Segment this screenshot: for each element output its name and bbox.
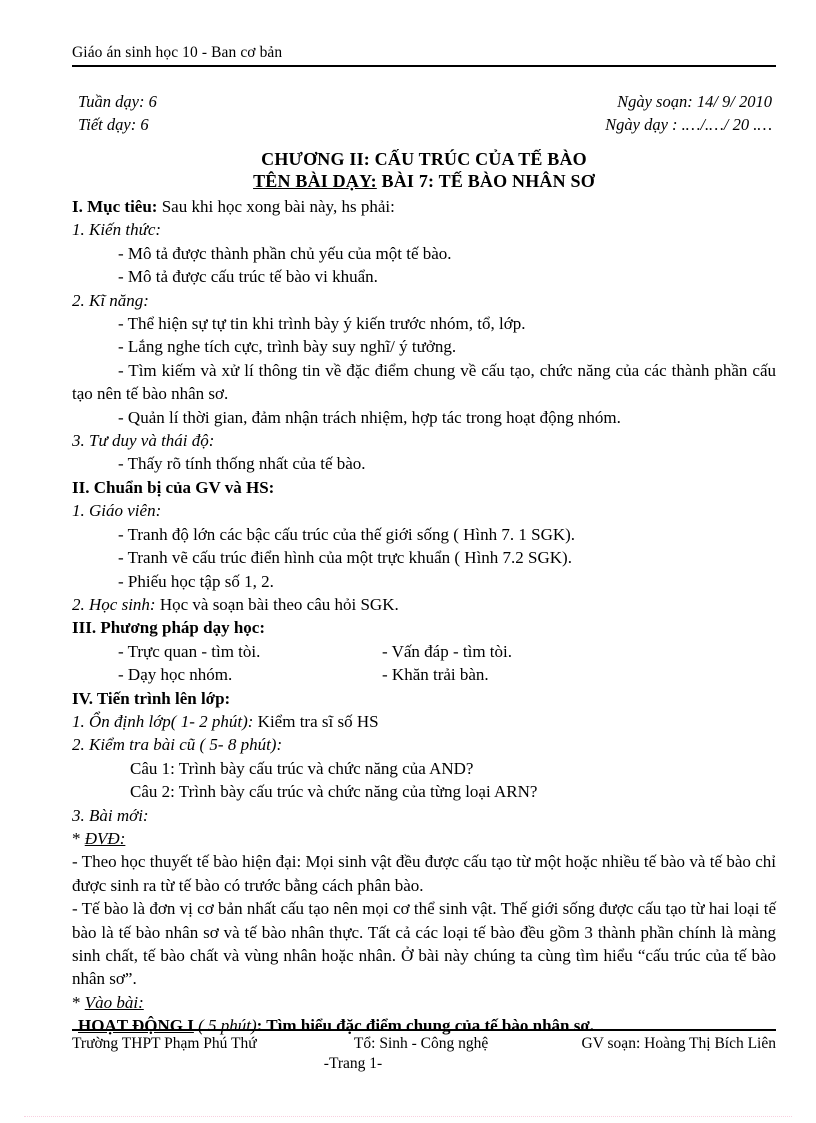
subsection-1-1-title xyxy=(72,218,776,241)
meta-row-week xyxy=(72,90,776,113)
subsection-1-3-title-text: 3. Tư duy và thái độ: xyxy=(72,431,215,451)
activity-title: HOẠT ĐỘNG I xyxy=(78,1016,194,1036)
page-cut-line xyxy=(24,1116,792,1117)
lesson-title-name: BÀI 7: TẾ BÀO NHÂN SƠ xyxy=(376,171,595,191)
dvd-heading xyxy=(72,827,776,850)
list-item: - Tranh vẽ cấu trúc điển hình của một trực khuẩn ( Hình 7.2 SGK). xyxy=(118,548,572,568)
question-item: Câu 1: Trình bày cấu trúc và chức năng của AND? xyxy=(130,758,474,778)
list-item-wrapped: - Tìm kiếm và xử lí thông tin về đặc điểm chung về cấu tạo, chức năng của các thành phần cấu tạo nên tế bào nhân sơ. xyxy=(72,360,776,404)
footer-author: GV soạn: Hoàng Thị Bích Liên xyxy=(581,1035,776,1052)
method-row xyxy=(72,663,776,686)
subsection-1-1-title-text: 1. Kiến thức: xyxy=(72,220,162,240)
list-item: - Lắng nghe tích cực, trình bày suy nghĩ/ ý tưởng. xyxy=(118,337,457,357)
footer-row xyxy=(72,1031,776,1054)
lesson-title xyxy=(72,170,776,192)
activity-description: : Tìm hiểu đặc điểm chung của tế bào nhân sơ. xyxy=(256,1016,595,1036)
subsection-2-1-title xyxy=(72,499,776,522)
subsection-4-1 xyxy=(72,710,776,733)
page-content xyxy=(72,0,776,1038)
section-4-heading-label: IV. Tiến trình lên lớp: xyxy=(72,688,231,708)
vaobai-marker: * xyxy=(72,992,85,1012)
subsection-4-2-title-text: 2. Kiểm tra bài cũ ( 5- 8 phút): xyxy=(72,735,283,755)
dvd-label: ĐVĐ: xyxy=(84,828,126,848)
subsection-4-1-rest: Kiểm tra sĩ số HS xyxy=(253,711,379,731)
list-item: - Mô tả được thành phần chủ yếu của một tế bào. xyxy=(118,243,452,263)
method-right: - Khăn trải bàn. xyxy=(382,665,489,685)
section-1-heading-rest: Sau khi học xong bài này, hs phải: xyxy=(157,197,395,216)
header-title: Giáo án sinh học 10 - Ban cơ bản xyxy=(72,44,283,61)
chapter-title: CHƯƠNG II: CẤU TRÚC CỦA TẾ BÀO xyxy=(261,149,587,169)
subsection-4-2-title xyxy=(72,733,776,756)
week-label: Tuần dạy: 6 xyxy=(78,92,157,111)
subsection-4-1-title-text: 1. Ổn định lớp( 1- 2 phút): xyxy=(72,711,254,731)
footer-department: Tổ: Sinh - Công nghệ xyxy=(353,1035,489,1052)
vaobai-heading xyxy=(72,991,776,1014)
section-4-heading xyxy=(72,687,776,710)
subsection-2-2-rest: Học và soạn bài theo câu hỏi SGK. xyxy=(155,594,399,614)
period-label: Tiết dạy: 6 xyxy=(78,115,149,134)
list-item: - Thấy rõ tính thống nhất của tế bào. xyxy=(118,454,366,474)
teach-date: Ngày dạy : .…/.…/ 20 .… xyxy=(605,115,772,134)
question-item: Câu 2: Trình bày cấu trúc và chức năng của từng loại ARN? xyxy=(130,782,538,802)
section-2-heading-label: II. Chuẩn bị của GV và HS: xyxy=(72,477,275,497)
title-block xyxy=(72,148,776,192)
subsection-4-3-title-text: 3. Bài mới: xyxy=(72,805,149,825)
list-item: - Phiếu học tập số 1, 2. xyxy=(118,571,274,591)
method-right: - Vấn đáp - tìm tòi. xyxy=(382,641,512,661)
dvd-paragraph: - Theo học thuyết tế bào hiện đại: Mọi sinh vật đều được cấu tạo từ một hoặc nhiều tế bào và tế bào chỉ được sinh ra từ tế bào có trước bằng cách phân bào. xyxy=(72,852,776,895)
method-left: - Trực quan - tìm tòi. xyxy=(118,641,261,661)
subsection-4-3-title xyxy=(72,804,776,827)
activity-time: ( 5 phút) xyxy=(193,1016,257,1036)
footer-page-number: -Trang 1- xyxy=(323,1055,383,1072)
header-rule xyxy=(72,65,776,67)
list-item: - Mô tả được cấu trúc tế bào vi khuẩn. xyxy=(118,267,378,287)
dvd-paragraph: - Tế bào là đơn vị cơ bản nhất cấu tạo nên mọi cơ thể sinh vật. Thế giới sống được cấu tạo từ hai loại tế bào là tế bào nhân sơ và tế bào nhân thực. Tất cả các loại tế bào đều gồm 3 thành phần chính là màng sinh chất, tế bào chất và vùng nhân hoặc nhân. Ở bài này chúng ta cùng tìm hiểu “cấu trúc của tế bào nhân sơ”. xyxy=(72,899,776,989)
list-item: - Tranh độ lớn các bậc cấu trúc của thế giới sống ( Hình 7. 1 SGK). xyxy=(118,524,576,544)
compose-date: Ngày soạn: 14/ 9/ 2010 xyxy=(617,92,772,111)
section-1-heading xyxy=(72,195,776,218)
lesson-body xyxy=(72,195,776,1038)
lesson-title-label: TÊN BÀI DẠY: xyxy=(253,171,377,191)
subsection-2-1-title-text: 1. Giáo viên: xyxy=(72,501,162,521)
method-left: - Dạy học nhóm. xyxy=(118,665,233,685)
subsection-1-3-title xyxy=(72,429,776,452)
subsection-1-2-title-text: 2. Kĩ năng: xyxy=(72,290,149,310)
section-2-heading xyxy=(72,476,776,499)
vaobai-label: Vào bài: xyxy=(84,992,144,1012)
section-1-heading-label: I. Mục tiêu: xyxy=(72,197,158,216)
lesson-meta xyxy=(72,90,776,136)
dvd-marker: * xyxy=(72,828,85,848)
meta-row-period xyxy=(72,113,776,136)
section-3-heading xyxy=(72,616,776,639)
subsection-1-2-title xyxy=(72,289,776,312)
footer-school: Trường THPT Phạm Phú Thứ xyxy=(72,1035,257,1052)
list-item: - Quản lí thời gian, đảm nhận trách nhiệm, hợp tác trong hoạt động nhóm. xyxy=(118,407,621,427)
section-3-heading-label: III. Phương pháp dạy học: xyxy=(72,618,265,638)
subsection-2-2 xyxy=(72,593,776,616)
method-row xyxy=(72,640,776,663)
page-header xyxy=(72,0,776,67)
page-footer xyxy=(72,1029,776,1074)
subsection-2-2-title-text: 2. Học sinh: xyxy=(72,594,156,614)
list-item: - Thể hiện sự tự tin khi trình bày ý kiến trước nhóm, tổ, lớp. xyxy=(118,314,526,334)
